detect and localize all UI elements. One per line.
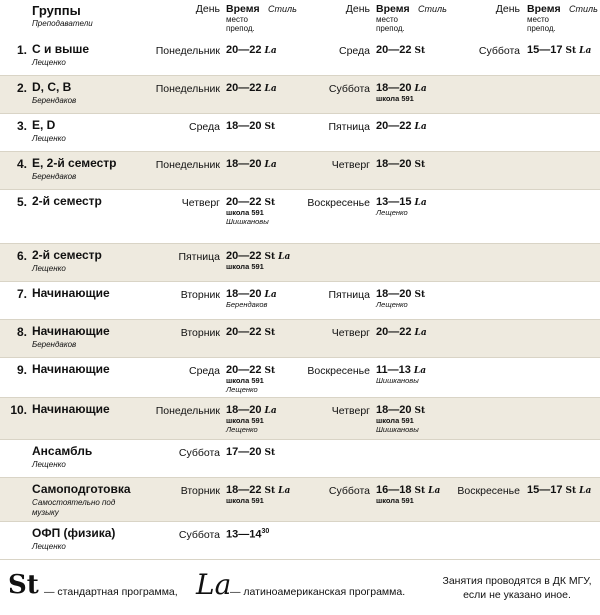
time-text: 20—22 bbox=[226, 82, 262, 94]
time-value bbox=[226, 288, 277, 300]
place-header-2: место препод. bbox=[376, 15, 405, 33]
day-cell: Воскресенье bbox=[307, 365, 370, 377]
place-value: школа 591 bbox=[226, 496, 264, 505]
time-value bbox=[226, 82, 277, 94]
time-slot bbox=[376, 120, 427, 132]
standard-style-icon: St bbox=[414, 160, 426, 170]
day-cell: Среда bbox=[189, 121, 220, 133]
time-value bbox=[226, 446, 275, 458]
time-slot bbox=[226, 250, 290, 271]
time-text: 20—22 bbox=[226, 196, 262, 208]
table-header bbox=[0, 0, 600, 38]
time-slot bbox=[226, 446, 275, 458]
time-text: 18—22 bbox=[226, 484, 262, 496]
table-row bbox=[0, 398, 600, 440]
day-cell: Четверг bbox=[331, 405, 370, 417]
time-value bbox=[376, 82, 427, 94]
latin-style-icon: La bbox=[264, 160, 277, 170]
day-cell: Четверг bbox=[331, 159, 370, 171]
time-value bbox=[226, 484, 290, 496]
table-row bbox=[0, 522, 600, 560]
standard-style-icon: St bbox=[264, 448, 276, 458]
group-teacher: Лещенко bbox=[32, 264, 66, 273]
standard-style-icon: St bbox=[414, 406, 426, 416]
group-name: D, C, B bbox=[32, 80, 72, 94]
group-teacher: Лещенко bbox=[32, 134, 66, 143]
group-teacher: Берендаков bbox=[32, 96, 77, 105]
place-header-3: место препод. bbox=[527, 15, 556, 33]
latin-style-icon: La bbox=[579, 486, 592, 496]
group-name: Ансамбль bbox=[32, 444, 93, 458]
standard-program-label: — стандартная программа, bbox=[44, 586, 178, 598]
style-header-1: Стиль bbox=[268, 4, 297, 14]
time-text: 15—17 bbox=[527, 44, 563, 56]
group-cell bbox=[32, 526, 144, 552]
latin-style-icon: La bbox=[278, 252, 291, 262]
day-cell: Понедельник bbox=[155, 159, 220, 171]
standard-style-icon: St bbox=[414, 46, 426, 56]
day-cell: Пятница bbox=[328, 289, 370, 301]
latin-style-icon: La bbox=[428, 486, 441, 496]
row-number: 2. bbox=[16, 81, 27, 95]
row-number: 6. bbox=[16, 249, 27, 263]
group-name: E, 2-й семестр bbox=[32, 156, 117, 170]
time-text: 20—22 bbox=[226, 364, 262, 376]
slot-teacher: Лещенко bbox=[226, 385, 258, 394]
groups-title: Группы bbox=[32, 3, 81, 18]
row-number: 10. bbox=[10, 403, 27, 417]
row-number: 1. bbox=[16, 43, 27, 57]
time-slot bbox=[226, 120, 275, 132]
table-row bbox=[0, 440, 600, 478]
style-header-2: Стиль bbox=[418, 4, 447, 14]
table-row bbox=[0, 320, 600, 358]
place-value: школа 591 bbox=[376, 496, 414, 505]
latin-style-icon: La bbox=[264, 290, 277, 300]
style-header-3: Стиль bbox=[569, 4, 598, 14]
day-header-3: День bbox=[495, 3, 520, 15]
day-cell: Суббота bbox=[328, 83, 370, 95]
group-cell bbox=[32, 324, 144, 350]
latin-style-icon: La bbox=[414, 328, 427, 338]
place-value: школа 591 bbox=[376, 416, 414, 425]
time-text: 20—22 bbox=[376, 120, 412, 132]
time-slot bbox=[226, 364, 275, 394]
latin-style-icon: La bbox=[413, 366, 427, 376]
group-name: Начинающие bbox=[32, 362, 110, 376]
time-value bbox=[376, 158, 425, 170]
slot-teacher: Лещенко bbox=[376, 300, 408, 309]
legend bbox=[0, 568, 600, 615]
time-slot bbox=[376, 484, 440, 505]
place-value: школа 591 bbox=[226, 262, 264, 271]
table-row bbox=[0, 114, 600, 152]
schedule-table bbox=[0, 38, 600, 560]
row-number: 9. bbox=[16, 363, 27, 377]
time-text: 20—22 bbox=[226, 250, 262, 262]
group-cell bbox=[32, 42, 144, 68]
latin-style-icon: La bbox=[278, 486, 291, 496]
time-text: 18—20 bbox=[226, 404, 262, 416]
time-value bbox=[376, 404, 425, 416]
table-row bbox=[0, 358, 600, 398]
time-slot bbox=[376, 288, 425, 309]
standard-style-icon: St bbox=[414, 290, 426, 300]
day-cell: Вторник bbox=[180, 327, 220, 339]
slot-teacher: Лещенко bbox=[226, 425, 258, 434]
time-text: 13—15 bbox=[376, 196, 412, 208]
time-value bbox=[226, 528, 269, 541]
standard-style-icon: St bbox=[565, 486, 577, 496]
group-name: Самоподготовка bbox=[32, 482, 131, 496]
place-header-1: место препод. bbox=[226, 15, 255, 33]
row-number: 8. bbox=[16, 325, 27, 339]
latin-style-icon: La bbox=[579, 46, 592, 56]
day-cell: Пятница bbox=[178, 251, 220, 263]
row-number: 5. bbox=[16, 195, 27, 209]
group-teacher: Самостоятельно под музыку bbox=[32, 498, 116, 517]
place-value: школа 591 bbox=[226, 416, 264, 425]
group-cell bbox=[32, 156, 144, 182]
day-cell: Понедельник bbox=[155, 45, 220, 57]
latin-style-icon: La bbox=[414, 122, 427, 132]
time-value bbox=[527, 44, 591, 56]
time-slot bbox=[226, 404, 277, 434]
time-slot bbox=[376, 82, 427, 103]
table-row bbox=[0, 76, 600, 114]
group-name: 2-й семестр bbox=[32, 194, 102, 208]
day-cell: Воскресенье bbox=[457, 485, 520, 497]
time-value bbox=[376, 326, 427, 338]
day-cell: Пятница bbox=[328, 121, 370, 133]
time-value bbox=[376, 364, 426, 376]
latin-style-icon: La bbox=[264, 46, 277, 56]
group-name: Начинающие bbox=[32, 402, 110, 416]
latin-style-icon: La bbox=[264, 84, 277, 94]
group-name: 2-й семестр bbox=[32, 248, 102, 262]
time-slot bbox=[226, 484, 290, 505]
slot-teacher: Шишкановы bbox=[376, 376, 419, 385]
table-row bbox=[0, 282, 600, 320]
group-cell bbox=[32, 194, 144, 210]
row-number: 3. bbox=[16, 119, 27, 133]
time-header-2: Время bbox=[376, 3, 410, 15]
standard-style-icon: St bbox=[264, 486, 276, 496]
standard-style-icon: St bbox=[414, 486, 426, 496]
group-cell bbox=[32, 482, 144, 518]
time-text: 18—20 bbox=[376, 82, 412, 94]
standard-style-icon: St bbox=[264, 198, 276, 208]
standard-style-icon: St bbox=[565, 46, 577, 56]
day-header-1: День bbox=[195, 3, 220, 15]
time-text: 18—20 bbox=[376, 404, 412, 416]
group-cell bbox=[32, 362, 144, 378]
standard-program-icon: St bbox=[8, 570, 39, 600]
time-text: 18—20 bbox=[376, 288, 412, 300]
standard-style-icon: St bbox=[264, 252, 276, 262]
time-value bbox=[376, 196, 427, 208]
groups-column-header bbox=[32, 3, 93, 28]
group-name: C и выше bbox=[32, 42, 90, 56]
time-text: 20—22 bbox=[226, 326, 262, 338]
row-number: 7. bbox=[16, 287, 27, 301]
time-text: 17—20 bbox=[226, 446, 262, 458]
table-row bbox=[0, 244, 600, 282]
group-cell bbox=[32, 444, 144, 470]
day-cell: Понедельник bbox=[155, 83, 220, 95]
time-value bbox=[376, 44, 425, 56]
time-text: 20—22 bbox=[376, 326, 412, 338]
slot-teacher: Шишкановы bbox=[376, 425, 419, 434]
latin-style-icon: La bbox=[414, 84, 427, 94]
group-teacher: Лещенко bbox=[32, 542, 66, 551]
groups-subtitle: Преподаватели bbox=[32, 19, 93, 28]
slot-teacher: Берендаков bbox=[226, 300, 268, 309]
latin-program-label: — латиноамериканская программа. bbox=[230, 586, 406, 598]
location-note: Занятия проводятся в ДК МГУ, если не указано иное. bbox=[442, 575, 592, 601]
time-header-3: Время bbox=[527, 3, 561, 15]
slot-teacher: Шишкановы bbox=[226, 217, 269, 226]
day-header-2: День bbox=[345, 3, 370, 15]
day-cell: Понедельник bbox=[155, 405, 220, 417]
time-value bbox=[226, 404, 277, 416]
group-name: ОФП (физика) bbox=[32, 526, 116, 540]
day-cell: Суббота bbox=[478, 45, 520, 57]
day-cell: Суббота bbox=[328, 485, 370, 497]
latin-style-icon: La bbox=[264, 406, 277, 416]
day-cell: Суббота bbox=[178, 447, 220, 459]
time-slot bbox=[226, 44, 277, 56]
time-text: 18—20 bbox=[226, 158, 262, 170]
time-slot bbox=[527, 484, 591, 496]
time-slot bbox=[376, 364, 426, 385]
time-value bbox=[376, 484, 440, 496]
group-name: Начинающие bbox=[32, 324, 110, 338]
time-value bbox=[226, 250, 290, 262]
day-cell: Четверг bbox=[181, 197, 220, 209]
time-slot bbox=[376, 44, 425, 56]
time-value bbox=[226, 120, 275, 132]
row-number: 4. bbox=[16, 157, 27, 171]
time-value bbox=[226, 326, 275, 338]
time-text: 13—14 bbox=[226, 528, 262, 541]
time-text: 20—22 bbox=[226, 44, 262, 56]
time-slot bbox=[226, 158, 277, 170]
standard-style-icon: St bbox=[264, 328, 276, 338]
time-slot bbox=[376, 158, 425, 170]
day-cell: Среда bbox=[189, 365, 220, 377]
place-value: школа 591 bbox=[226, 208, 264, 217]
day-cell: Вторник bbox=[180, 289, 220, 301]
group-cell bbox=[32, 80, 144, 106]
time-text: 18—20 bbox=[226, 288, 262, 300]
time-slot bbox=[226, 196, 275, 226]
standard-style-icon: St bbox=[264, 122, 276, 132]
group-cell bbox=[32, 118, 144, 144]
group-teacher: Лещенко bbox=[32, 58, 66, 67]
slot-teacher: Лещенко bbox=[376, 208, 408, 217]
group-name: Начинающие bbox=[32, 286, 110, 300]
table-row bbox=[0, 190, 600, 244]
day-cell: Суббота bbox=[178, 529, 220, 541]
day-cell: Четверг bbox=[331, 327, 370, 339]
group-teacher: Берендаков bbox=[32, 340, 77, 349]
time-text: 16—18 bbox=[376, 484, 412, 496]
day-cell: Среда bbox=[339, 45, 370, 57]
table-row bbox=[0, 38, 600, 76]
time-slot bbox=[226, 82, 277, 94]
time-slot bbox=[376, 196, 427, 217]
day-cell: Воскресенье bbox=[307, 197, 370, 209]
time-minutes: 30 bbox=[261, 528, 270, 535]
group-cell bbox=[32, 286, 144, 302]
time-slot bbox=[527, 44, 591, 56]
standard-style-icon: St bbox=[264, 366, 276, 376]
time-text: 20—22 bbox=[376, 44, 412, 56]
time-value bbox=[376, 288, 425, 300]
latin-program-icon: La bbox=[196, 568, 232, 601]
time-text: 18—20 bbox=[376, 158, 412, 170]
time-value bbox=[527, 484, 591, 496]
group-teacher: Берендаков bbox=[32, 172, 77, 181]
time-value bbox=[376, 120, 427, 132]
time-slot bbox=[376, 404, 425, 434]
time-slot bbox=[226, 288, 277, 309]
time-value bbox=[226, 44, 277, 56]
time-value bbox=[226, 364, 275, 376]
time-header-1: Время bbox=[226, 3, 260, 15]
time-value bbox=[226, 158, 277, 170]
group-name: E, D bbox=[32, 118, 56, 132]
place-value: школа 591 bbox=[376, 94, 414, 103]
time-slot bbox=[376, 326, 427, 338]
time-text: 18—20 bbox=[226, 120, 262, 132]
group-cell bbox=[32, 248, 144, 274]
table-row bbox=[0, 152, 600, 190]
day-cell: Вторник bbox=[180, 485, 220, 497]
time-slot bbox=[226, 326, 275, 338]
time-text: 11—13 bbox=[376, 364, 411, 376]
group-teacher: Лещенко bbox=[32, 460, 66, 469]
time-slot bbox=[226, 528, 269, 541]
table-row bbox=[0, 478, 600, 522]
group-cell bbox=[32, 402, 144, 418]
time-text: 15—17 bbox=[527, 484, 563, 496]
latin-style-icon: La bbox=[414, 198, 427, 208]
place-value: школа 591 bbox=[226, 376, 264, 385]
time-value bbox=[226, 196, 275, 208]
